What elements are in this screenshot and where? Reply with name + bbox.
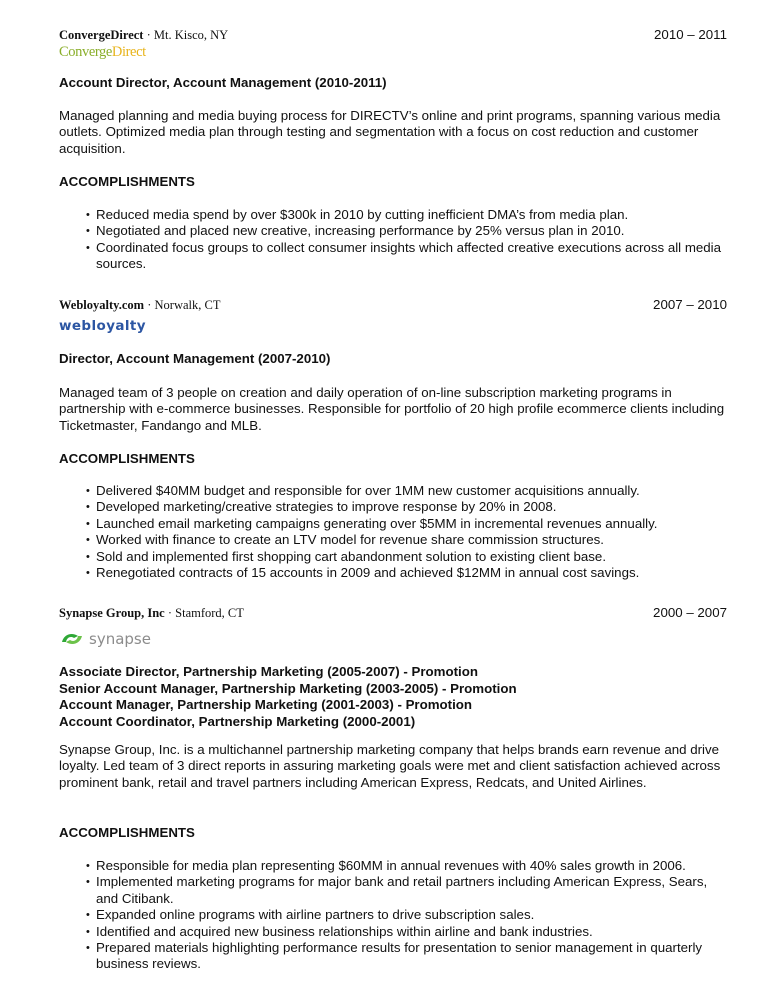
logo-text: synapse bbox=[89, 629, 151, 648]
list-item: • Reduced media spend by over $300k in 2010 by cutting inefficient DMA’s from media plan. bbox=[86, 207, 726, 223]
accomplishments-heading: ACCOMPLISHMENTS bbox=[59, 825, 195, 840]
company-location: Mt. Kisco, NY bbox=[153, 28, 229, 42]
company-location: Norwalk, CT bbox=[154, 298, 221, 312]
company-location: Stamford, CT bbox=[175, 606, 244, 620]
company-line bbox=[59, 27, 228, 43]
separator: · bbox=[144, 298, 155, 312]
company-line bbox=[59, 297, 220, 313]
job-summary: Synapse Group, Inc. is a multichannel partnership marketing company that helps brands earn revenue and drive loyalty. Led team of 3 direct reports in assuring marketing goals were met and client satisfaction achieved across prominent bank, retail and travel partners including American Express, Redcats, and United Airlines. bbox=[59, 742, 721, 790]
company-name: Synapse Group, Inc bbox=[59, 606, 165, 620]
list-item: • Worked with finance to create an LTV model for revenue share commission structures. bbox=[86, 532, 726, 548]
job-title: Account Director, Account Management (2010-2011) bbox=[59, 75, 387, 90]
accomplishments-list bbox=[86, 858, 722, 973]
list-item: • Responsible for media plan representing $60MM in annual revenues with 40% sales growth in 2006. bbox=[86, 858, 722, 874]
list-item: • Expanded online programs with airline partners to drive subscription sales. bbox=[86, 907, 722, 923]
logo-text-part2: Direct bbox=[111, 44, 146, 60]
accomplishments-heading: ACCOMPLISHMENTS bbox=[59, 451, 195, 466]
synapse-logo-icon bbox=[60, 630, 84, 648]
list-item: • Negotiated and placed new creative, increasing performance by 25% versus plan in 2010. bbox=[86, 223, 726, 239]
employment-dates: 2010 – 2011 bbox=[654, 27, 727, 42]
list-item: • Prepared materials highlighting performance results for presentation to senior management in quarterly business reviews. bbox=[86, 940, 722, 973]
employment-dates: 2007 – 2010 bbox=[653, 297, 727, 312]
company-name: Webloyalty.com bbox=[59, 298, 145, 312]
company-logo bbox=[59, 44, 146, 60]
logo-text-part1: Converge bbox=[59, 44, 112, 60]
accomplishments-list bbox=[86, 483, 726, 581]
job-title: Senior Account Manager, Partnership Marketing (2003-2005) - Promotion bbox=[59, 681, 517, 696]
list-item: • Delivered $40MM budget and responsible for over 1MM new customer acquisitions annually. bbox=[86, 483, 726, 499]
job-summary: Managed planning and media buying process for DIRECTV’s online and print programs, spanning various media outlets. Optimized media plan through testing and segmentation with a focus on cost reduction and customer acquisition. bbox=[59, 108, 721, 156]
list-item: • Implemented marketing programs for major bank and retail partners including American Express, Sears, and Citibank. bbox=[86, 874, 722, 907]
company-name: ConvergeDirect bbox=[59, 28, 144, 42]
company-logo bbox=[60, 630, 151, 648]
job-title: Director, Account Management (2007-2010) bbox=[59, 351, 331, 366]
accomplishments-list bbox=[86, 207, 726, 273]
list-item: • Coordinated focus groups to collect consumer insights which affected creative executions across all media sources. bbox=[86, 240, 726, 273]
company-logo: webloyalty bbox=[59, 318, 146, 334]
separator: · bbox=[164, 606, 176, 620]
job-title: Associate Director, Partnership Marketing (2005-2007) - Promotion bbox=[59, 664, 478, 679]
job-title: Account Manager, Partnership Marketing (2001-2003) - Promotion bbox=[59, 697, 473, 712]
separator: · bbox=[143, 28, 154, 42]
list-item: • Identified and acquired new business relationships within airline and bank industries. bbox=[86, 924, 722, 940]
list-item: • Launched email marketing campaigns generating over $5MM in incremental revenues annually. bbox=[86, 516, 726, 532]
list-item: • Sold and implemented first shopping cart abandonment solution to existing client base. bbox=[86, 549, 726, 565]
job-title: Account Coordinator, Partnership Marketing (2000-2001) bbox=[59, 714, 416, 729]
list-item: • Developed marketing/creative strategies to improve response by 20% in 2008. bbox=[86, 499, 726, 515]
employment-dates: 2000 – 2007 bbox=[653, 605, 727, 620]
list-item: • Renegotiated contracts of 15 accounts in 2009 and achieved $12MM in annual cost savings. bbox=[86, 565, 726, 581]
job-summary: Managed team of 3 people on creation and daily operation of on-line subscription marketing programs in partnership with e-commerce businesses. Responsible for portfolio of 20 high profile ecommerce clients including Ticketmaster, Fandango and MLB. bbox=[59, 385, 725, 433]
accomplishments-heading: ACCOMPLISHMENTS bbox=[59, 174, 195, 189]
company-line bbox=[59, 605, 244, 621]
